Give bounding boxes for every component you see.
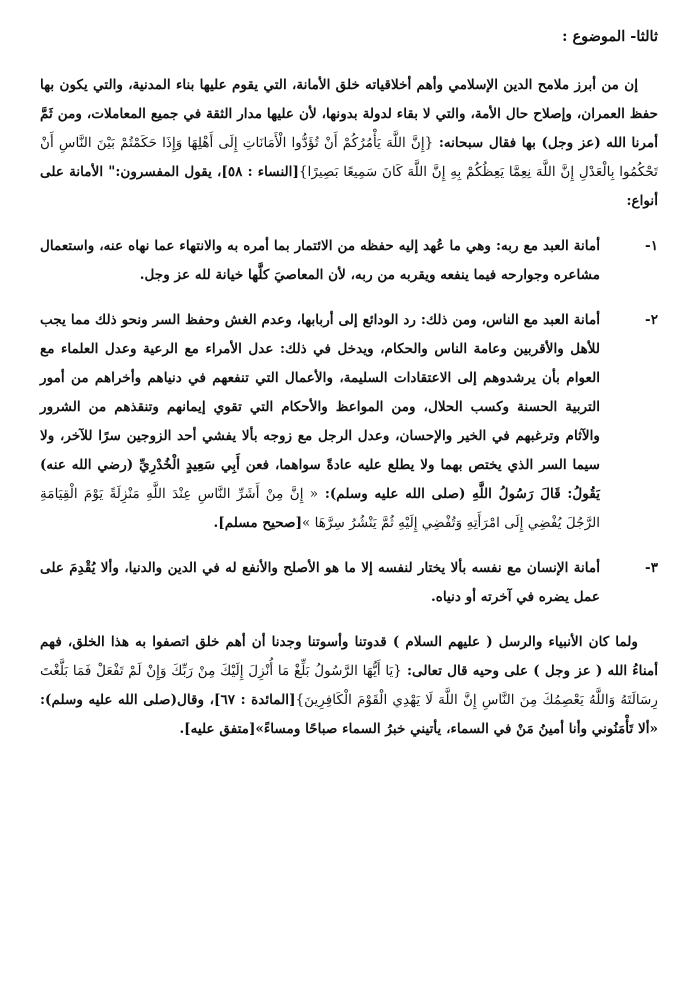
list-item-text: أمانة العبد مع ربه: وهي ما عُهد إليه حفظه من الائتمار بما أمره به والانتهاء عما نهاه عنه، واستعمال مشاعره وجوارحه فيما ينفعه ويقربه من ربه، لأن المعاصيَ كلَّها خيانة لله عز وجل. xyxy=(40,238,600,283)
list-item xyxy=(40,232,658,290)
list-item-hadith: « إِنَّ مِنْ أَشَرِّ النَّاسِ عِنْدَ اللَّهِ مَنْزِلَةً يَوْمَ الْقِيَامَةِ الرَّجُلَ يُفْضِي إِلَى امْرَأَتِهِ وَتُفْضِي إِلَيْهِ ثُمَّ يَنْشُرُ سِرَّهَا » xyxy=(40,486,600,531)
closing-text: ولما كان الأنبياء والرسل ( عليهم السلام ) قدوتنا وأسوتنا وجدنا أن أهم خلق اتصفوا به هذا الخلق، فهم أمناءُ الله ( عز وجل ) على وحيه قال تعالى: xyxy=(40,634,658,679)
list-item-number: ٣- xyxy=(645,560,658,576)
amanah-types-list xyxy=(40,232,658,612)
section-heading: ثالثا- الموضوع : xyxy=(562,28,658,45)
list-item-text: أمانة الإنسان مع نفسه بألا يختار لنفسه إلا ما هو الأصلح والأنفع له في الدين والدنيا، وألا يُقْدِمَ على عمل يضره في آخرته أو دنياه. xyxy=(40,560,600,605)
intro-quran-verse: {إِنَّ اللَّهَ يَأْمُرُكُمْ أَنْ تُؤَدُّوا الْأَمَانَاتِ إِلَى أَهْلِهَا وَإِذَا حَكَمْتُمْ بَيْنَ النَّاسِ أَنْ تَحْكُمُوا بِالْعَدْلِ إِنَّ اللَّهَ نِعِمَّا يَعِظُكُمْ بِهِ إِنَّ اللَّهَ كَانَ سَمِيعًا بَصِيرًا} xyxy=(40,135,658,180)
list-item-number: ٢- xyxy=(645,312,658,328)
intro-paragraph xyxy=(40,71,658,216)
closing-paragraph xyxy=(40,628,658,744)
intro-after: [النساء : ٥٨]، يقول المفسرون:" الأمانة على أنواع: xyxy=(40,164,658,209)
intro-text: إن من أبرز ملامح الدين الإسلامي وأهم أخلاقياته خلق الأمانة، التي يقوم عليها بناء المدنية، والتي يكون بها حفظ العمران، وإصلاح حال الأمة، والتي لا بقاء لدولة بدونها، لأن عليها مدار الثقة في جميع المعاملات، ومن ثَمَّ أمرنا الله (عز وجل) بها فقال سبحانه: xyxy=(40,77,658,151)
list-item xyxy=(40,554,658,612)
closing-quran-verse: {يَا أَيُّهَا الرَّسُولُ بَلِّغْ مَا أُنْزِلَ إِلَيْكَ مِنْ رَبِّكَ وَإِنْ لَمْ تَفْعَلْ فَمَا بَلَّغْتَ رِسَالَتَهُ وَاللَّهُ يَعْصِمُكَ مِنَ النَّاسِ إِنَّ اللَّهَ لَا يَهْدِي الْقَوْمَ الْكَافِرِينَ} xyxy=(40,663,658,708)
list-item xyxy=(40,306,658,538)
list-item-text: أمانة العبد مع الناس، ومن ذلك: رد الودائع إلى أربابها، وعدم الغش وحفظ السر ونحو ذلك مما يجب للأهل والأقربين وعامة الناس والحكام، ويدخل في ذلك: عدل الأمراء مع الرعية وعدل العلماء مع العوام بأن يرشدوهم إلى الاعتقادات السليمة، والأعمال التي تنفعهم في دنياهم وأخراهم من أمور التربية الحسنة وكسب الحلال، ومن المواعظ والأحكام التي تقوي إيمانهم وتنقذهم من الشرور والآثام وترغبهم في الخير والإحسان، وعدل الرجل مع زوجه بألا يفشي أحد الزوجين سرًا للآخر، ولا سيما السر الذي يختص بهما ولا يطلع عليه عادةً سواهما، فعن أَبِي سَعِيدٍ الْخُدْرِيِّ (رضي الله عنه) يَقُولُ: قَالَ رَسُولُ اللَّهِ (صلى الله عليه وسلم): xyxy=(40,312,600,502)
list-item-number: ١- xyxy=(645,238,658,254)
list-item-source: [صحيح مسلم]. xyxy=(213,515,303,531)
closing-after: [المائدة : ٦٧]، وقال(صلى الله عليه وسلم): «ألا تَأْمَنُوني وأنا أمينُ مَنْ في السماء، يأتيني خبرُ السماء صباحًا ومساءً»[متفق عليه]. xyxy=(40,692,658,737)
